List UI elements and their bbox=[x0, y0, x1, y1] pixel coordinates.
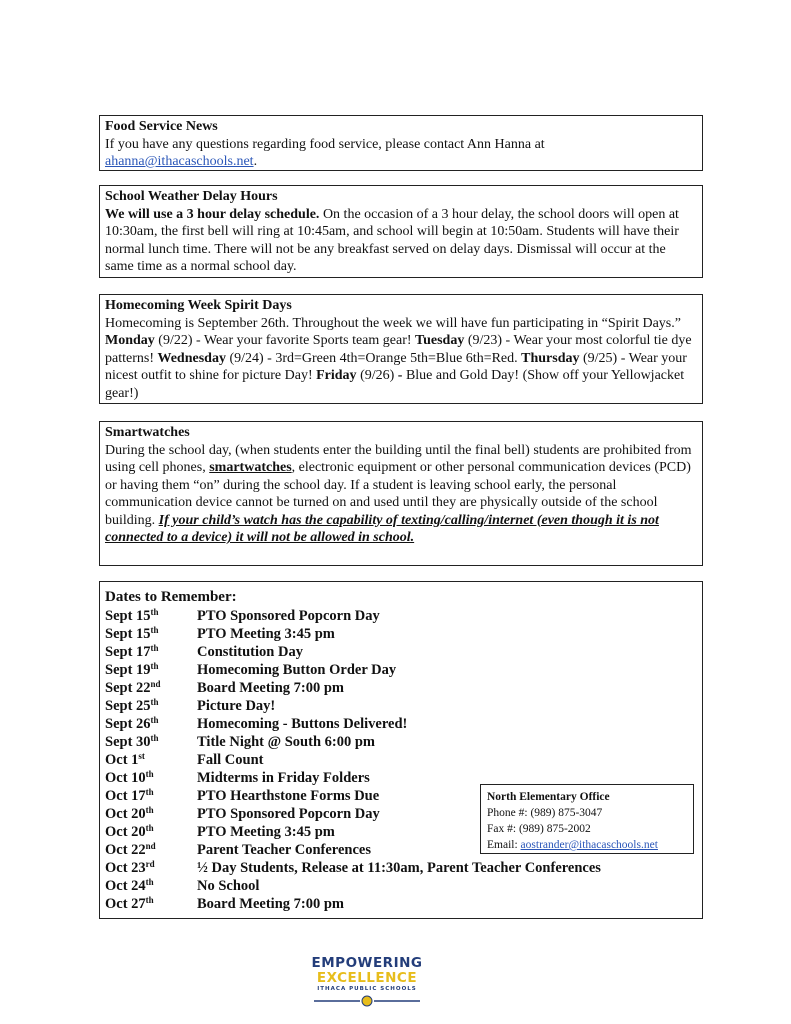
dates-to-remember-section bbox=[99, 581, 703, 919]
weather-delay-text: We will use a 3 hour delay schedule. On the occasion of a 3 hour delay, the school doors will open at 10:30am, the first bell will ring at 10:45am, and school will begin at 10:50am. Students will have their normal lunch time. There will not be any breakfast served on delay days. Dismissal will occur at the same time as a normal school day. bbox=[105, 206, 679, 274]
date-event: Constitution Day bbox=[197, 644, 303, 660]
homecoming-title: Homecoming Week Spirit Days bbox=[105, 298, 292, 313]
office-contact-box bbox=[480, 784, 694, 854]
date-row bbox=[105, 877, 697, 895]
date-label: Sept 15th bbox=[105, 625, 159, 642]
date-event: PTO Sponsored Popcorn Day bbox=[197, 806, 380, 822]
dates-list bbox=[105, 607, 697, 913]
date-row bbox=[105, 661, 697, 679]
food-service-title: Food Service News bbox=[105, 119, 218, 134]
homecoming-section bbox=[99, 294, 703, 404]
date-label: Oct 27th bbox=[105, 895, 154, 912]
logo-underline-icon bbox=[310, 995, 424, 1007]
office-email-row: Email: aostrander@ithacaschools.net bbox=[487, 839, 658, 851]
date-label: Sept 15th bbox=[105, 607, 159, 624]
date-label: Oct 20th bbox=[105, 805, 154, 822]
date-row bbox=[105, 679, 697, 697]
date-label: Oct 22nd bbox=[105, 841, 156, 858]
date-event: Parent Teacher Conferences bbox=[197, 842, 371, 858]
date-row bbox=[105, 859, 697, 877]
smartwatches-warning: If your child’s watch has the capability of texting/calling/internet (even though it is not connected to a device) it will not be allowed in school. bbox=[105, 512, 659, 545]
date-row bbox=[105, 625, 697, 643]
date-row bbox=[105, 733, 697, 751]
office-fax: Fax #: (989) 875-2002 bbox=[487, 823, 591, 835]
weather-delay-section bbox=[99, 185, 703, 278]
logo-line1: EMPOWERING bbox=[311, 955, 423, 971]
office-phone: Phone #: (989) 875-3047 bbox=[487, 807, 603, 819]
date-label: Oct 24th bbox=[105, 877, 154, 894]
food-service-text: If you have any questions regarding food service, please contact Ann Hanna at ahanna@ithacaschools.net. bbox=[105, 136, 545, 169]
date-event: Homecoming - Buttons Delivered! bbox=[197, 716, 408, 732]
date-event: Fall Count bbox=[197, 752, 264, 768]
date-event: PTO Sponsored Popcorn Day bbox=[197, 608, 380, 624]
date-row bbox=[105, 715, 697, 733]
date-label: Sept 22nd bbox=[105, 679, 161, 696]
date-label: Oct 1st bbox=[105, 751, 145, 768]
date-row bbox=[105, 607, 697, 625]
date-event: No School bbox=[197, 878, 260, 894]
date-row bbox=[105, 751, 697, 769]
homecoming-text: Homecoming is September 26th. Throughout the week we will have fun participating in “Spirit Days.” Monday (9/22) - Wear your favorite Sports team gear! Tuesday (9/23) - Wear your most colorful tie dye patterns! Wednesday (9/24) - 3rd=Green 4th=Orange 5th=Blue 6th=Red. Thursday (9/25) - Wear your nicest outfit to shine for picture Day! Friday (9/26) - Blue and Gold Day! (Show off your Yellowjacket gear!) bbox=[105, 315, 692, 401]
logo-line3: ITHACA PUBLIC SCHOOLS bbox=[317, 986, 417, 992]
food-service-section bbox=[99, 115, 703, 171]
smartwatches-section bbox=[99, 421, 703, 566]
food-service-email-link[interactable]: ahanna@ithacaschools.net bbox=[105, 154, 254, 169]
date-row bbox=[105, 697, 697, 715]
dates-title: Dates to Remember: bbox=[105, 589, 237, 605]
date-label: Sept 25th bbox=[105, 697, 159, 714]
date-label: Sept 17th bbox=[105, 643, 159, 660]
date-label: Sept 26th bbox=[105, 715, 159, 732]
date-event: PTO Hearthstone Forms Due bbox=[197, 788, 380, 804]
date-label: Oct 20th bbox=[105, 823, 154, 840]
weather-delay-title: School Weather Delay Hours bbox=[105, 189, 278, 204]
district-logo bbox=[310, 956, 424, 993]
date-label: Sept 30th bbox=[105, 733, 159, 750]
smartwatches-text: During the school day, (when students enter the building until the final bell) students are prohibited from using cell phones, smartwatches, electronic equipment or other personal communication devices (PCD) or having them “on” during the school day. If a student is leaving school early, the personal communication device cannot be turned on and used until they are physically outside of the school building. If your child’s watch has the capability of texting/calling/internet (even though it is not connected to a device) it will not be allowed in school. bbox=[105, 442, 692, 545]
date-label: Oct 17th bbox=[105, 787, 154, 804]
smartwatches-title: Smartwatches bbox=[105, 425, 190, 440]
date-row bbox=[105, 643, 697, 661]
date-event: PTO Meeting 3:45 pm bbox=[197, 626, 335, 642]
date-label: Oct 23rd bbox=[105, 859, 155, 876]
date-event: Midterms in Friday Folders bbox=[197, 770, 370, 786]
date-event: Picture Day! bbox=[197, 698, 276, 714]
date-event: Title Night @ South 6:00 pm bbox=[197, 734, 375, 750]
logo-line2: EXCELLENCE bbox=[316, 970, 418, 986]
date-row bbox=[105, 895, 697, 913]
date-event: Homecoming Button Order Day bbox=[197, 662, 397, 678]
date-event: Board Meeting 7:00 pm bbox=[197, 896, 344, 912]
date-event: ½ Day Students, Release at 11:30am, Parent Teacher Conferences bbox=[197, 860, 601, 876]
office-email-link[interactable]: aostrander@ithacaschools.net bbox=[520, 839, 658, 851]
date-label: Oct 10th bbox=[105, 769, 154, 786]
date-event: Board Meeting 7:00 pm bbox=[197, 680, 344, 696]
date-event: PTO Meeting 3:45 pm bbox=[197, 824, 335, 840]
office-title: North Elementary Office bbox=[487, 791, 610, 803]
date-label: Sept 19th bbox=[105, 661, 159, 678]
